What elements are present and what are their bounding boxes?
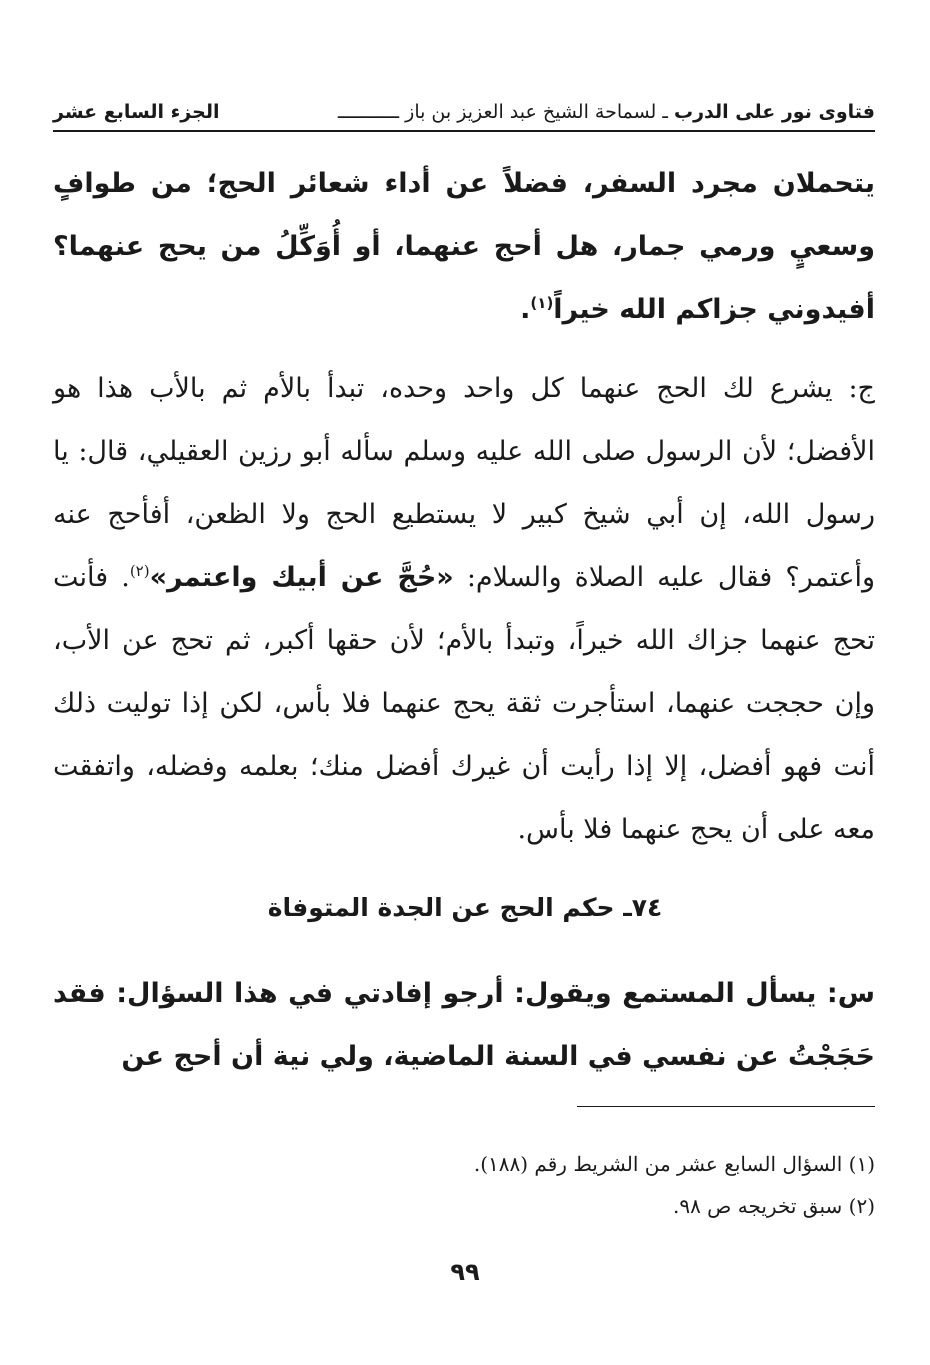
footnote-1: (١) السؤال السابع عشر من الشريط رقم (١٨٨).: [473, 1152, 875, 1176]
answer-paragraph: [53, 357, 875, 861]
question-paragraph: [53, 152, 875, 341]
page-number: ٩٩: [450, 1258, 480, 1286]
section-title: ٧٤ـ حكم الحج عن الجدة المتوفاة: [267, 893, 663, 922]
question2-paragraph: [53, 962, 875, 1088]
question-text: يتحملان مجرد السفر، فضلاً عن أداء شعائر الحج؛ من طوافٍ وسعيٍ ورمي جمار، هل أحج عنهما، أو أُوَكِّلُ من يحج عنهما؟ أفيدوني جزاكم الله خيراً: [53, 168, 875, 325]
running-header: [53, 94, 875, 132]
question-end: .: [520, 294, 531, 325]
answer-text-part1: ج: يشرع لك الحج عنهما كل واحد وحده، تبدأ بالأم ثم بالأب هذا هو الأفضل؛ لأن الرسول صلى الله عليه وسلم سأله أبو رزين العقيلي، قال: يا رسول الله، إن أبي شيخ كبير لا يستطيع الحج ولا الظعن، أفأحج عنه وأعتمر؟ فقال عليه الصلاة والسلام:: [53, 373, 875, 593]
header-author: ـ لسماحة الشيخ عبد العزيز بن باز ـــــــــــ: [337, 101, 668, 123]
footnote-ref-2[interactable]: (٢): [129, 562, 150, 580]
footnote-2: (٢) سبق تخريجه ص ٩٨.: [672, 1194, 875, 1218]
header-volume: الجزء السابع عشر: [53, 101, 220, 123]
answer-text-container: [53, 357, 875, 861]
question2-text: س: يسأل المستمع ويقول: أرجو إفادتي في هذا السؤال: فقد حَجَجْتُ عن نفسي في السنة الماضية، ولي نية أن أحج عن: [53, 978, 875, 1072]
header-book-title: فتاوى نور على الدرب: [674, 101, 875, 123]
footnotes: [53, 1143, 875, 1227]
header-title-group: [338, 101, 875, 123]
footnote-divider: [577, 1106, 875, 1107]
footnote-ref-1[interactable]: (١): [530, 294, 554, 312]
hadith-quote: «حُجَّ عن أبيك واعتمر»: [149, 562, 454, 593]
answer-text-part2: . فأنت تحج عنهما جزاك الله خيراً، وتبدأ بالأم؛ لأن حقها أكبر، ثم تحج عن الأب، وإن حججت عنهما، استأجرت ثقة يحج عنهما فلا بأس، لكن إذا توليت ذلك أنت فهو أفضل، إلا إذا رأيت أن غيرك أفضل منك؛ بعلمه وفضله، واتفقت معه على أن يحج عنهما فلا بأس.: [53, 562, 875, 845]
question-text-container: [53, 152, 875, 341]
